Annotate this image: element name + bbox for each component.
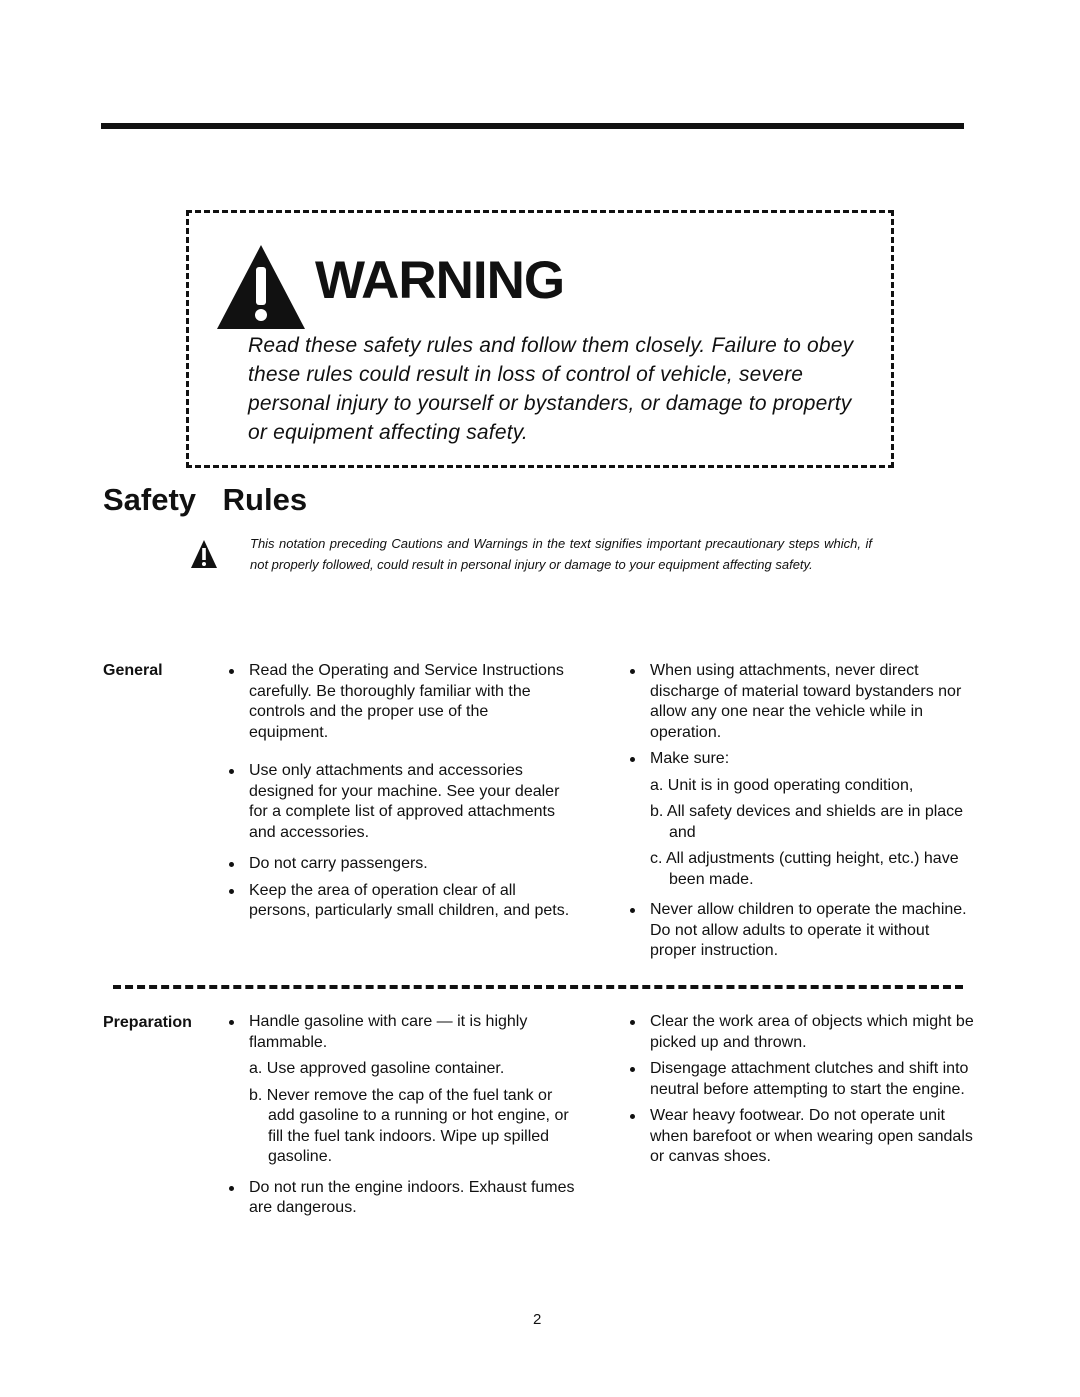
sub-list-item: b. All safety devices and shields are in place and — [650, 803, 964, 841]
page-number: 2 — [533, 1311, 542, 1328]
preparation-label: Preparation — [103, 1014, 192, 1031]
sub-list-item: b. Never remove the cap of the fuel tank or add gasoline to a running or hot engine, or fill the fuel tank indoors. Wipe up spilled gasoline. — [249, 1086, 569, 1165]
list-item: Use only attachments and accessories designed for your machine. See your dealer for a complete list of approved attachments and accessories. — [226, 761, 571, 843]
list-item: Disengage attachment clutches and shift into neutral before attempting to start the engine. — [627, 1059, 977, 1100]
warning-triangle-icon — [215, 243, 307, 331]
caution-triangle-icon — [190, 539, 218, 569]
list-item: Never allow children to operate the machine. Do not allow adults to operate it without proper instruction. — [627, 900, 977, 962]
sub-list-item: c. All adjustments (cutting height, etc.) have been made. — [650, 850, 959, 888]
general-right-column — [627, 661, 977, 972]
warning-text: Read these safety rules and follow them closely. Failure to obey these rules could result in loss of control of vehicle, severe personal injury to yourself or bystanders, or damage to property or equipment affecting safety. — [248, 334, 854, 444]
sub-list-item: a. Unit is in good operating condition, — [650, 776, 914, 794]
list-item: Make sure: — [627, 749, 977, 770]
list-item: Do not run the engine indoors. Exhaust fumes are dangerous. — [226, 1178, 576, 1219]
sub-list-item: a. Use approved gasoline container. — [249, 1060, 505, 1077]
list-item: Keep the area of operation clear of all persons, particularly small children, and pets. — [226, 881, 571, 922]
preparation-left-column — [226, 1012, 576, 1229]
general-label: General — [103, 662, 163, 679]
list-item: When using attachments, never direct discharge of material toward bystanders nor allow any one near the vehicle while in operation. — [627, 661, 977, 743]
top-rule — [101, 123, 964, 129]
list-item: Read the Operating and Service Instructions carefully. Be thoroughly familiar with the controls and the proper use of the equipment. — [226, 661, 571, 743]
list-item: Clear the work area of objects which might be picked up and thrown. — [627, 1012, 977, 1053]
list-item: Handle gasoline with care — it is highly flammable. — [226, 1012, 576, 1053]
warning-title: WARNING — [315, 251, 565, 310]
list-item: Wear heavy footwear. Do not operate unit when barefoot or when wearing open sandals or canvas shoes. — [627, 1106, 977, 1168]
section-divider — [113, 985, 963, 989]
general-left-column — [226, 661, 571, 932]
preparation-right-column — [627, 1012, 977, 1178]
page-title: Safety Rules — [103, 482, 308, 517]
notation-text: This notation preceding Cautions and Warnings in the text signifies important precautionary steps which, if not properly followed, could result in personal injury or damage to your equipment affecting safety. — [250, 536, 872, 572]
list-item: Do not carry passengers. — [226, 854, 571, 875]
